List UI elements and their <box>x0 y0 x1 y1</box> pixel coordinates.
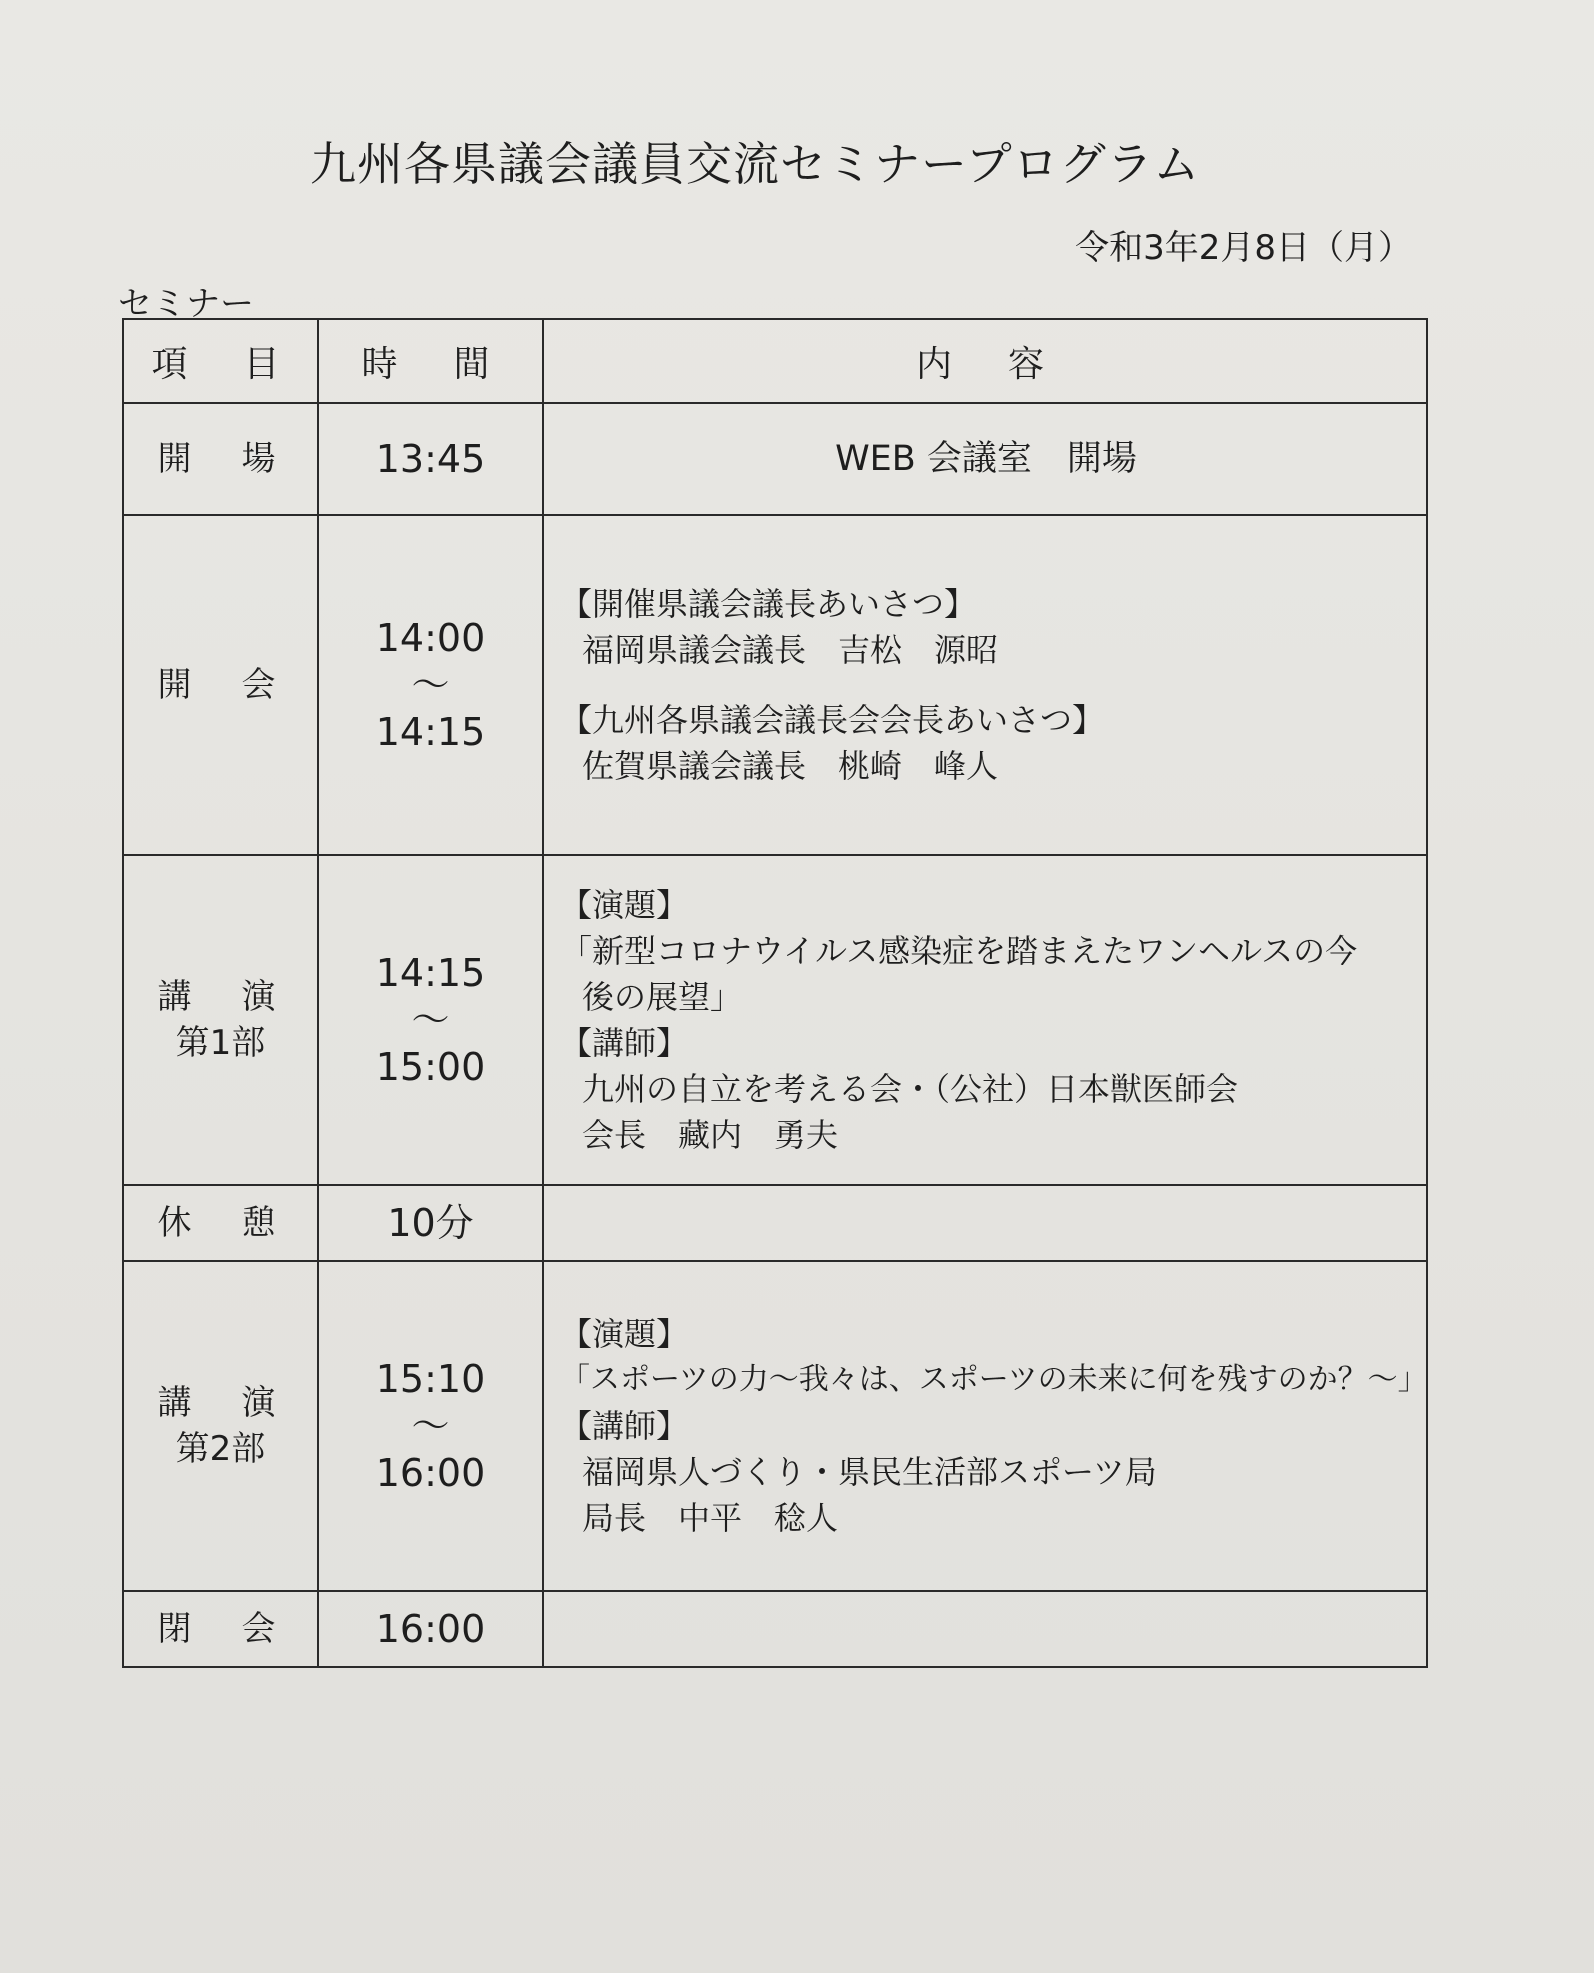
lecture1-time-end: 15:00 <box>375 1044 486 1089</box>
section-label: セミナー <box>118 284 254 324</box>
lecture2-speaker-name: 局長 中平 稔人 <box>582 1499 839 1537</box>
lecture2-item-line2: 第2部 <box>175 1429 266 1469</box>
kaikai-content <box>543 515 1427 855</box>
lecture2-item-line1: 講 演 <box>157 1383 284 1423</box>
lecture1-time <box>318 855 543 1185</box>
document-title: 九州各県議会議員交流セミナープログラム <box>310 137 1201 191</box>
greeting1-person: 福岡県議会議長 吉松 源昭 <box>582 631 999 669</box>
lecture1-topic-line2: 後の展望」 <box>582 978 743 1016</box>
close-time: 16:00 <box>318 1591 543 1667</box>
lecture2-topic-heading: 【演題】 <box>560 1315 689 1353</box>
lecture2-time-sep: ～ <box>411 1403 450 1448</box>
lecture2-time-start: 15:10 <box>375 1356 486 1401</box>
lecture1-topic-line1: 「新型コロナウイルス感染症を踏まえたワンヘルスの今 <box>560 932 1358 970</box>
lecture2-time <box>318 1261 543 1591</box>
table-row-lecture1 <box>123 855 1427 1185</box>
lecture2-content <box>543 1261 1427 1591</box>
header-time: 時 間 <box>318 319 543 403</box>
close-item: 閉 会 <box>123 1591 318 1667</box>
open-content: WEB 会議室 開場 <box>543 403 1427 515</box>
lecture1-time-start: 14:15 <box>375 950 486 995</box>
greeting2-person: 佐賀県議会議長 桃崎 峰人 <box>582 747 999 785</box>
table-header-row <box>123 319 1427 403</box>
table-row-close <box>123 1591 1427 1667</box>
lecture1-speaker-heading: 【講師】 <box>560 1024 689 1062</box>
program-table <box>122 318 1428 1668</box>
table-row-kaikai <box>123 515 1427 855</box>
lecture1-item-line2: 第1部 <box>175 1023 266 1063</box>
lecture1-item <box>123 855 318 1185</box>
kaikai-time <box>318 515 543 855</box>
break-item: 休 憩 <box>123 1185 318 1261</box>
lecture2-time-end: 16:00 <box>375 1450 486 1495</box>
table-row-open <box>123 403 1427 515</box>
greeting1-heading: 【開催県議会議長あいさつ】 <box>560 585 977 623</box>
kaikai-item: 開 会 <box>123 515 318 855</box>
lecture1-content <box>543 855 1427 1185</box>
greeting2-heading: 【九州各県議会議長会会長あいさつ】 <box>560 701 1105 739</box>
lecture2-item <box>123 1261 318 1591</box>
lecture1-time-sep: ～ <box>411 997 450 1042</box>
table-row-break <box>123 1185 1427 1261</box>
lecture1-item-line1: 講 演 <box>157 977 284 1017</box>
close-content <box>543 1591 1427 1667</box>
kaikai-time-sep: ～ <box>411 662 450 707</box>
kaikai-time-end: 14:15 <box>375 709 486 754</box>
lecture2-topic-line1: 「スポーツの力～我々は、スポーツの未来に何を残すのか？～」 <box>560 1362 1428 1397</box>
lecture1-speaker-name: 会長 藏内 勇夫 <box>582 1116 839 1154</box>
table-row-lecture2 <box>123 1261 1427 1591</box>
break-time: 10分 <box>318 1185 543 1261</box>
lecture1-topic-heading: 【演題】 <box>560 886 689 924</box>
open-time: 13:45 <box>318 403 543 515</box>
header-item: 項 目 <box>123 319 318 403</box>
open-item: 開 場 <box>123 403 318 515</box>
lecture2-speaker-heading: 【講師】 <box>560 1407 689 1445</box>
lecture2-speaker-org: 福岡県人づくり・県民生活部スポーツ局 <box>582 1453 1157 1491</box>
kaikai-time-start: 14:00 <box>375 615 486 660</box>
document-date: 令和3年2月8日（月） <box>1075 228 1412 268</box>
header-content: 内 容 <box>543 319 1427 403</box>
lecture1-speaker-org: 九州の自立を考える会・（公社）日本獣医師会 <box>582 1070 1239 1108</box>
break-content <box>543 1185 1427 1261</box>
